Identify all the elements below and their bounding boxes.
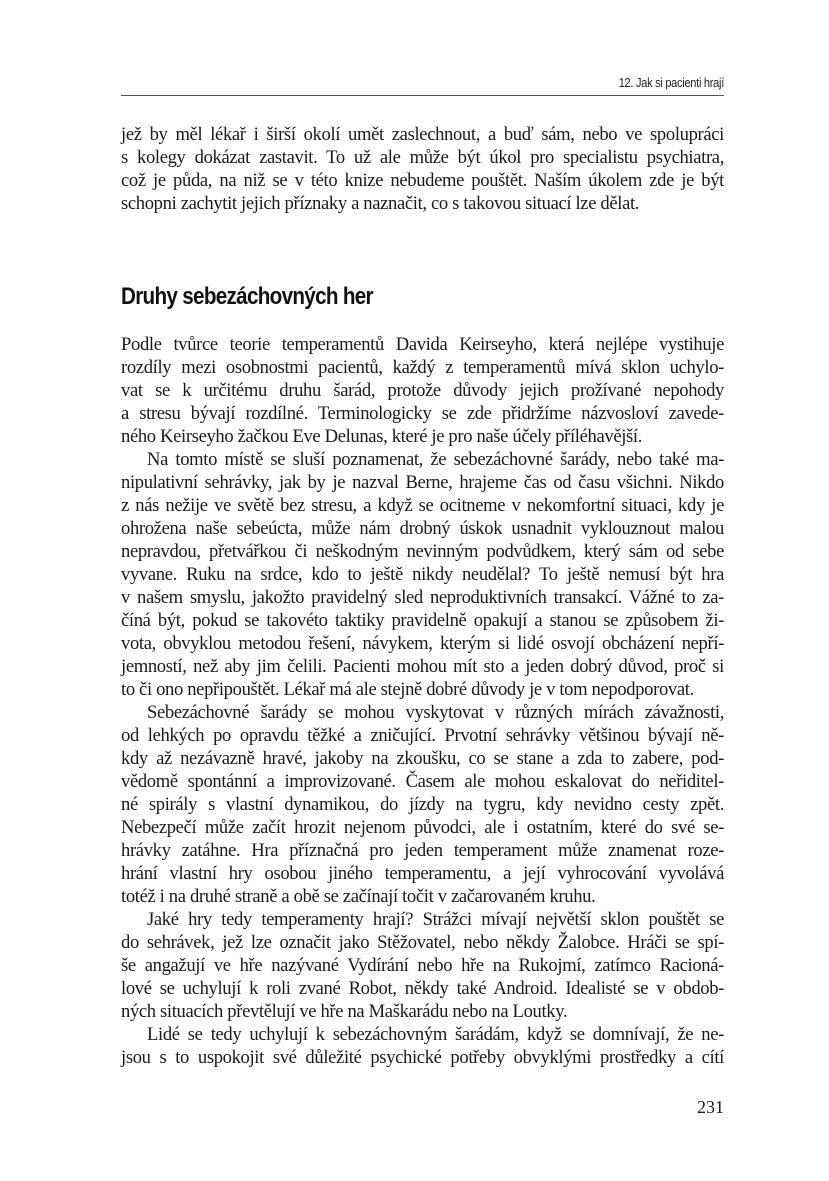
text-line: a stresu bývají rozdílné. Terminologicky se zde přidržíme názvosloví zavede- xyxy=(121,403,724,424)
section-heading: Druhy sebezáchovných her xyxy=(121,283,373,310)
text-line: Lidé se tedy uchylují k sebezáchovným šarádám, když se domnívají, že ne- xyxy=(147,1024,724,1045)
paragraph xyxy=(121,448,724,701)
text-line: hrání vlastní hry osobou jiného temperamentu, a její vyhrocování vyvolává xyxy=(121,863,724,884)
page-number: 231 xyxy=(697,1097,724,1117)
text-line: ných situacích převtělují ve hře na Maškarádu nebo na Loutky. xyxy=(121,1001,568,1022)
text-line: ného Keirseyho žačkou Eve Delunas, které je pro naše účely příléhavější. xyxy=(121,426,643,447)
intro-paragraph xyxy=(121,123,724,215)
text-line: do sehrávek, jež lze označit jako Stěžovatel, nebo někdy Žalobce. Hráči se spí- xyxy=(121,932,724,953)
text-line: schopni zachytit jejich příznaky a naznačit, co s takovou situací lze dělat. xyxy=(121,193,640,214)
section-body xyxy=(121,333,724,1069)
text-line: což je půda, na niž se v této knize nebudeme pouštět. Naším úkolem zde je být xyxy=(121,170,724,191)
text-line: hrávky zatáhne. Hra příznačná pro jeden temperament může znamenat roze- xyxy=(121,840,724,861)
text-line: nipulativní sehrávky, jak by je nazval Berne, hrajeme čas od času všichni. Nikdo xyxy=(121,472,724,493)
paragraph xyxy=(121,123,724,215)
text-line: z nás nežije ve světě bez stresu, a když se ocitneme v nekomfortní situaci, kdy je xyxy=(121,495,724,516)
text-line: jemností, než aby jim čelili. Pacienti mohou mít sto a jeden dobrý důvod, proč si xyxy=(121,656,724,677)
text-line: Jaké hry tedy temperamenty hrají? Strážci mívají největší sklon pouštět se xyxy=(147,909,724,930)
text-line: vota, obvyklou metodou řešení, návykem, kterým si lidé osvojí obcházení nepří- xyxy=(121,633,724,654)
text-line: totéž i na druhé straně a obě se začínají točit v začarovaném kruhu. xyxy=(121,886,596,907)
paragraph xyxy=(121,333,724,448)
text-line: Nebezpečí může začít hrozit nejenom původci, ale i ostatním, které do své se- xyxy=(121,817,724,838)
header-rule xyxy=(121,95,724,96)
text-line: Na tomto místě se sluší poznamenat, že sebezáchovné šarády, nebo také ma- xyxy=(147,449,724,470)
text-line: jež by měl lékař i širší okolí umět zaslechnout, a buď sám, nebo ve spolupráci xyxy=(121,124,724,145)
paragraph xyxy=(121,701,724,908)
text-line: s kolegy dokázat zastavit. To už ale může být úkol pro specialistu psychiatra, xyxy=(121,147,724,168)
text-line: od lehkých po opravdu těžké a zničující. Prvotní sehrávky většinou bývají ně- xyxy=(121,725,724,746)
text-line: to či ono nepřipouštět. Lékař má ale stejně dobré důvody je v tom nepodporovat. xyxy=(121,679,694,700)
text-line: še angažují ve hře nazývané Vydírání nebo hře na Rukojmí, zatímco Racioná- xyxy=(121,955,724,976)
text-line: Sebezáchovné šarády se mohou vyskytovat v různých mírách závažnosti, xyxy=(147,702,724,723)
text-line: v našem smyslu, jakožto pravidelný sled neproduktivních transakcí. Vážné to za- xyxy=(121,587,724,608)
text-line: jsou s to uspokojit své důležité psychické potřeby obvyklými prostředky a cítí xyxy=(121,1047,724,1068)
text-line: číná být, pokud se takovéto taktiky pravidelně opakují a stanou se způsobem ži- xyxy=(121,610,724,631)
text-line: Podle tvůrce teorie temperamentů Davida Keirseyho, která nejlépe vystihuje xyxy=(121,334,724,355)
paragraph xyxy=(121,1023,724,1069)
text-line: kdy až nezávazně hravé, jakoby na zkoušku, co se stane a zda to zabere, pod- xyxy=(121,748,724,769)
text-line: lové se uchylují k roli zvané Robot, někdy také Android. Idealisté se v obdob- xyxy=(121,978,724,999)
text-line: rozdíly mezi osobnostmi pacientů, každý z temperamentů mívá sklon uchylo- xyxy=(121,357,724,378)
text-line: vat se k určitému druhu šarád, protože důvody jejich prožívané nepohody xyxy=(121,380,724,401)
text-line: ohrožena naše sebeúcta, může nám drobný úskok usnadnit vyklouznout malou xyxy=(121,518,724,539)
text-line: vědomě spontánní a improvizované. Časem ale mohou eskalovat do neřiditel- xyxy=(121,771,724,792)
text-line: nepravdou, přetvářkou či neškodným nevinným podvůdkem, který sám od sebe xyxy=(121,541,724,562)
paragraph xyxy=(121,908,724,1023)
text-line: né spirály s vlastní dynamikou, do jízdy na tygru, kdy nevidno cesty zpět. xyxy=(121,794,724,815)
text-line: vyvane. Ruku na srdce, kdo to ještě nikdy neudělal? To ještě nemusí být hra xyxy=(121,564,724,585)
running-head: 12. Jak si pacienti hrají xyxy=(618,76,724,90)
